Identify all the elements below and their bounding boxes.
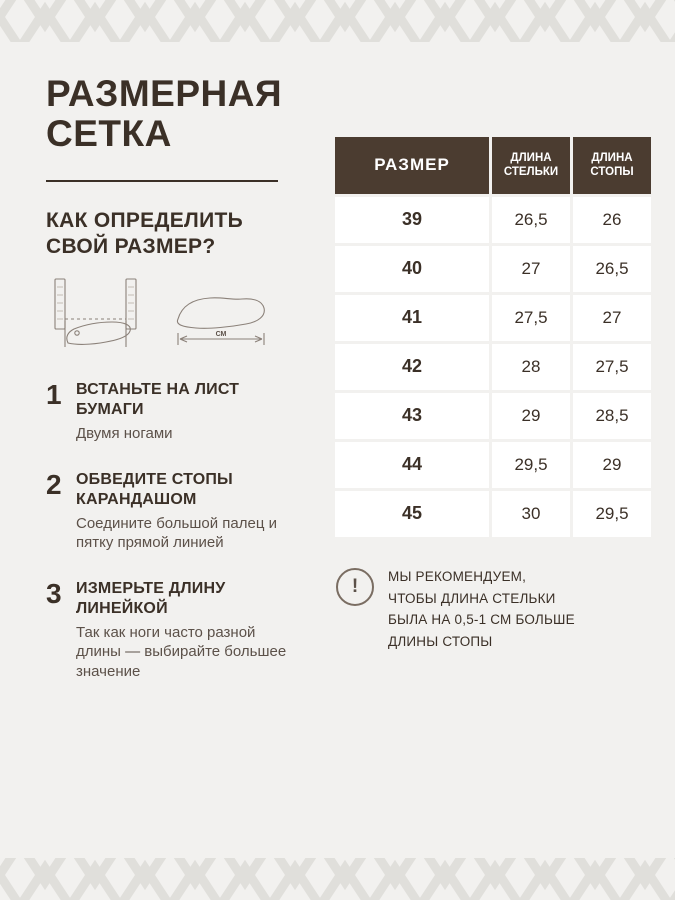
instructions-column [46,60,298,707]
diagram-unit-label: СМ [215,331,227,339]
step-item [46,380,298,444]
cell-insole: 28 [492,344,570,390]
chevron-pattern-bottom [0,858,675,900]
cell-foot: 27,5 [573,344,651,390]
page-title: РАЗМЕРНАЯ СЕТКА [46,73,283,154]
step-body [76,470,298,553]
cell-size: 42 [335,344,489,390]
measurement-diagrams [50,275,298,360]
note-line: ЧТОБЫ ДЛИНА СТЕЛЬКИ [388,590,556,606]
cell-foot: 26,5 [573,246,651,292]
step-body [76,579,298,682]
cell-size: 40 [335,246,489,292]
header-foot-length [573,137,651,194]
cell-foot: 27 [573,295,651,341]
header-size: РАЗМЕР [335,137,489,194]
header-insole-length [492,137,570,194]
exclamation-icon: ! [336,568,374,606]
size-table-header [335,137,651,194]
cell-insole: 27 [492,246,570,292]
cell-size: 41 [335,295,489,341]
table-row [335,393,651,439]
foot-length-diagram [166,275,278,360]
section-subtitle: КАК ОПРЕДЕЛИТЬ СВОЙ РАЗМЕР? [46,208,243,258]
cell-size: 44 [335,442,489,488]
step-heading: ОБВЕДИТЕ СТОПЫ КАРАНДАШОМ [76,470,233,508]
table-row [335,295,651,341]
chevron-pattern-top [0,0,675,42]
cell-foot: 28,5 [573,393,651,439]
step-number: 2 [46,468,62,500]
title-divider [46,180,278,182]
cell-insole: 29 [492,393,570,439]
table-row [335,491,651,537]
step-heading: ИЗМЕРЬТЕ ДЛИНУ ЛИНЕЙКОЙ [76,579,226,617]
step-description: Соедините большой палец и пятку прямой линией [76,514,277,552]
cell-foot: 29 [573,442,651,488]
recommendation-text [388,566,575,653]
note-line: БЫЛА НА 0,5-1 СМ БОЛЬШЕ [388,612,575,628]
step-number: 1 [46,379,62,411]
step-body [76,380,298,444]
cell-insole: 30 [492,491,570,537]
header-insole-line2: СТЕЛЬКИ [503,166,559,179]
note-line: МЫ РЕКОМЕНДУЕМ, [388,568,527,584]
table-row [335,246,651,292]
size-table-column [298,60,654,653]
header-insole-line1: ДЛИНА [510,152,552,164]
note-line: ДЛИНЫ СТОПЫ [388,634,493,650]
content-columns [46,60,634,707]
foot-between-rulers-diagram [50,275,150,360]
recommendation-note [336,566,636,653]
cell-size: 45 [335,491,489,537]
cell-size: 39 [335,197,489,243]
table-row [335,344,651,390]
cell-insole: 26,5 [492,197,570,243]
cell-foot: 26 [573,197,651,243]
table-header-row [335,137,651,194]
step-heading: ВСТАНЬТЕ НА ЛИСТ БУМАГИ [76,381,240,419]
size-table-body [335,197,651,537]
cell-foot: 29,5 [573,491,651,537]
size-table [332,134,654,540]
cell-size: 43 [335,393,489,439]
header-foot-line2: СТОПЫ [590,166,634,179]
size-guide-page [0,42,675,858]
cell-insole: 27,5 [492,295,570,341]
step-number: 3 [46,577,62,609]
step-item [46,470,298,553]
header-foot-line1: ДЛИНА [591,152,633,164]
table-row [335,197,651,243]
step-description: Двумя ногами [76,425,173,443]
step-description: Так как ноги часто разной длины — выбирайте большее значение [76,623,287,680]
cell-insole: 29,5 [492,442,570,488]
table-row [335,442,651,488]
step-item [46,579,298,682]
